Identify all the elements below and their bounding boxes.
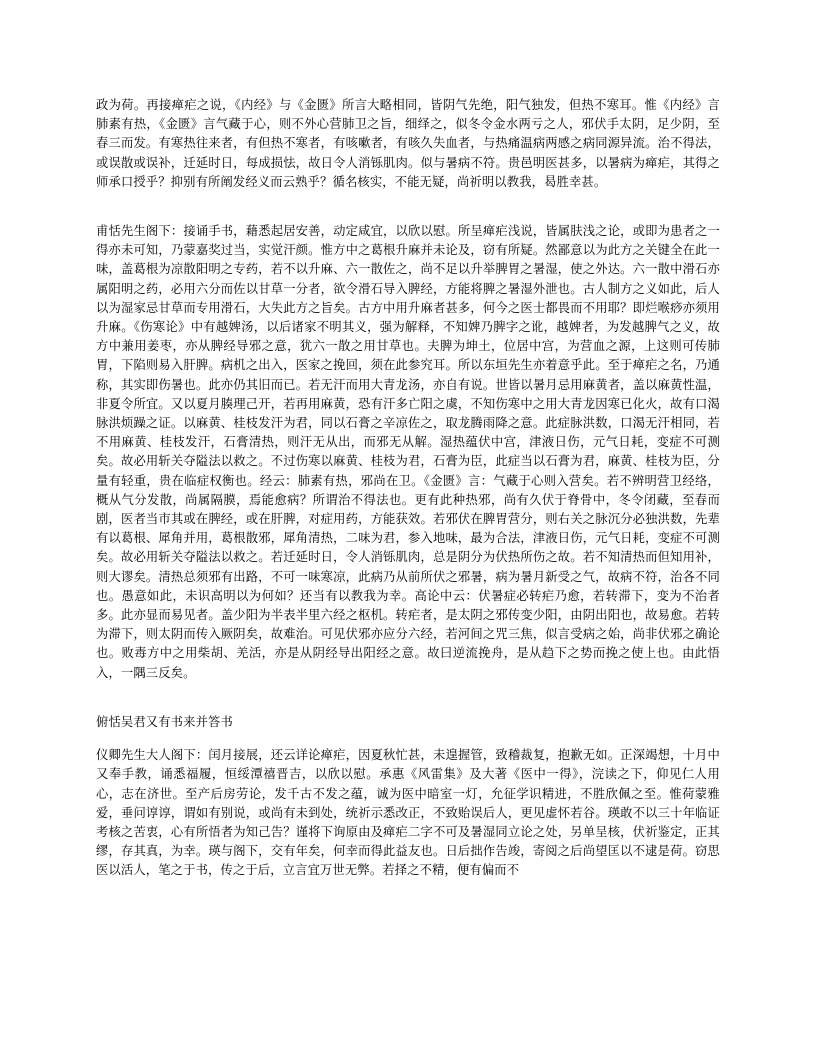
document-body: [96, 96, 720, 881]
section-spacer: [96, 697, 720, 713]
paragraph: 甫恬先生阁下：接诵手书，藉悉起居安善，动定咸宜，以欣以慰。所呈瘅疟浅说，皆属肤浅之论，或即为患者之一得亦未可知，乃蒙嘉奖过当，实觉汗颜。惟方中之葛根升麻并未论及，窃有所疑。然鄙意以为此方之关键全在此一味，盖葛根为凉散阳明之专药，若不以升麻、六一散佐之，尚不足以升举脾胃之暑湿，使之外达。六一散中滑石亦属阳明之药，必用六分而佐以甘草一分者，欲令滑石导入脾经，方能将脾之暑湿外泄也。古人制方之义如此，后人以为湿家忌甘草而专用滑石，大失此方之旨矣。古方中用升麻者甚多，何今之医士都畏而不用耶？即烂喉痧亦须用升麻。《伤寒论》中有越婢汤，以后诸家不明其义，强为解释，不知婢乃脾字之讹，越婢者，为发越脾气之义，故方中兼用姜枣，亦从脾经导邪之意，犹六一散之用甘草也。夫脾为坤土，位居中宫，为营血之源，上这则可传肺胃，下陷则易入肝脾。病机之出入，医家之挽回，须在此参究耳。所以东垣先生亦着意乎此。至于瘅疟之名，乃通称，其实即伤暑也。此亦仍其旧而已。若无汗而用大青龙汤，亦自有说。世皆以暑月忌用麻黄者，盖以麻黄性温，非夏令所宜。又以夏月腠理己开，若再用麻黄，恐有汗多亡阳之虞，不知伤寒中之用大青龙因寒已化火，故有口渴脉洪烦躁之证。以麻黄、桂枝发汗为君，同以石膏之辛凉佐之，取龙腾雨降之意。此症脉洪数，口渴无汗相同，若不用麻黄、桂枝发汗，石膏清热，则汗无从出，而邪无从解。湿热蕴伏中宫，津液日伤，元气日耗，变症不可测矣。故必用斩关夺隘法以救之。不过伤寒以麻黄、桂枝为君，石膏为臣，此症当以石膏为君，麻黄、桂枝为臣，分量有轻重，贵在临症权衡也。经云：肺素有热，邪尚在卫。《金匮》言：气藏于心则入营矣。若不辨明营卫经络，概从气分发散，尚属隔膜，焉能愈病？所谓治不得法也。更有此种热邪，尚有久伏于脊骨中，冬令闭藏，至春而剧，医者当市其或在脾经，或在肝脾，对症用药，方能获效。若邪伏在脾胃营分，则右关之脉沉分必独洪数，先辈有以葛根、犀角并用，葛根散邪，犀角清热，二味为君，参入地味，最为合法，津液日伤，元气日耗，变症不可测矣。故必用斩关夺隘法以救之。若迁延时日，令人消铄肌肉，总是阴分为伏热所伤之故。若不知清热而但知用补，则大谬矣。清热总须邪有出路，不可一味寒凉，此病乃从前所伏之邪暑，病为暑月新受之气，故病不符，治各不同也。愚意如此，未识高明以为何如？还当有以教我为幸。高论中云：伏暑症必转疟乃愈，若转滞下，变为不治者多。此亦显而易见者。盖少阳为半表半里六经之枢机。转疟者，是太阴之邪传变少阳，由阴出阳也，故易愈。若转为滞下，则太阴而传入厥阴矣，故难治。可见伏邪亦应分六经，若河间之咒三焦，似言受病之始，尚非伏邪之确论也。败毒方中之用柴胡、羌活，亦是从阴经导出阳经之意。故曰逆流挽舟，是从趋下之势而挽之使上也。由此悟入，一隅三反矣。: [96, 224, 720, 680]
section-heading: 俯恬吴君又有书来并答书: [96, 714, 233, 729]
paragraph: 仪卿先生大人阁下：闰月接展，还云详论瘅疟，因夏秋忙甚，未遑握管，致稽裁复，抱歉无如。正深竭想，十月中又奉手教，诵悉福履，恒绥潭禧晋吉，以欣以慰。承惠《风雷集》及大著《医中一得》，浣读之下，仰见仁人用心，志在济世。至产后房劳论，发千古不发之蕴，诚为医中暗室一灯，允征学识精进，不胜欣佩之至。惟荷蒙雅爱，垂问谆谆，谓如有别说，或尚有未到处，统祈示悉改正，不致贻误后人，更见虚怀若谷。瑛敢不以三十年临证考核之苦衷，心有所悟者为知己告？谨将下询原由及瘅疟二字不可及暑湿同立论之处，另单呈核，伏祈鉴定，正其缪，存其真，为幸。瑛与阁下，交有年矣，何幸而得此益友也。日后拙作告竣，寄阅之后尚望匡以不逮是荷。窃思医以活人，笔之于书，传之于后，立言宜万世无弊。若择之不精，便有偏而不: [96, 748, 720, 878]
paragraph: 政为荷。再接瘅疟之说，《内经》与《金匮》所言大略相同，皆阴气先绝，阳气独发，但热不寒耳。惟《内经》言肺素有热，《金匮》言气藏于心，则不外心营肺卫之旨，细绎之，似冬令金水两亏之人，邪伏手太阴，足少阴，至春三而发。有寒热往来者，有但热不寒者，有咳嗽者，有咳久失血者，与热痛温病两感之病同源异流。治不得法，或误散或误补，迁延时日，每成损怯，故日令人消铄肌肉。似与暑病不符。贵邑明医甚多，以暑病为瘅疟，其得之师承口授乎？抑别有所阐发经义而云熟乎？循名核实，不能无疑，尚祈明以教我，曷胜幸甚。: [96, 98, 720, 189]
section-spacer: [96, 206, 720, 222]
